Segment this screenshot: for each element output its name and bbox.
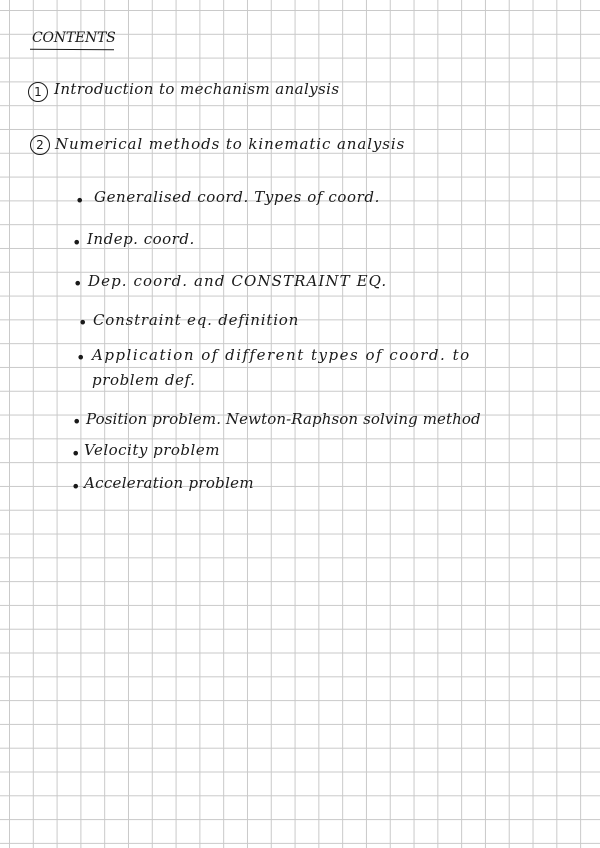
list-item: Position problem. Newton-Raphson solving method: [86, 410, 481, 428]
bullet-dot: •: [72, 412, 82, 431]
section-number-1: 1: [28, 82, 48, 102]
section-title-1: Introduction to mechanism analysis: [54, 80, 340, 98]
bullet-dot: •: [71, 444, 81, 463]
list-item: Indep. coord.: [87, 230, 195, 248]
section-number-2: 2: [30, 135, 50, 155]
bullet-dot: •: [71, 477, 81, 496]
list-item-continuation: problem def.: [92, 371, 196, 389]
bullet-dot: •: [72, 233, 82, 252]
list-item: Velocity problem: [84, 441, 220, 459]
list-item: Constraint eq. definition: [93, 311, 300, 329]
section-title-2: Numerical methods to kinematic analysis: [55, 135, 406, 153]
bullet-dot: •: [75, 191, 85, 210]
bullet-dot: •: [73, 274, 83, 293]
list-item: Generalised coord. Types of coord.: [94, 188, 380, 206]
list-item: Dep. coord. and CONSTRAINT EQ.: [88, 272, 388, 290]
bullet-dot: •: [78, 313, 88, 332]
bullet-dot: •: [76, 348, 86, 367]
page-title: CONTENTS: [32, 30, 116, 46]
list-item: Application of different types of coord. to: [92, 346, 471, 364]
list-item: Acceleration problem: [84, 474, 254, 492]
title-underline: [30, 49, 114, 51]
